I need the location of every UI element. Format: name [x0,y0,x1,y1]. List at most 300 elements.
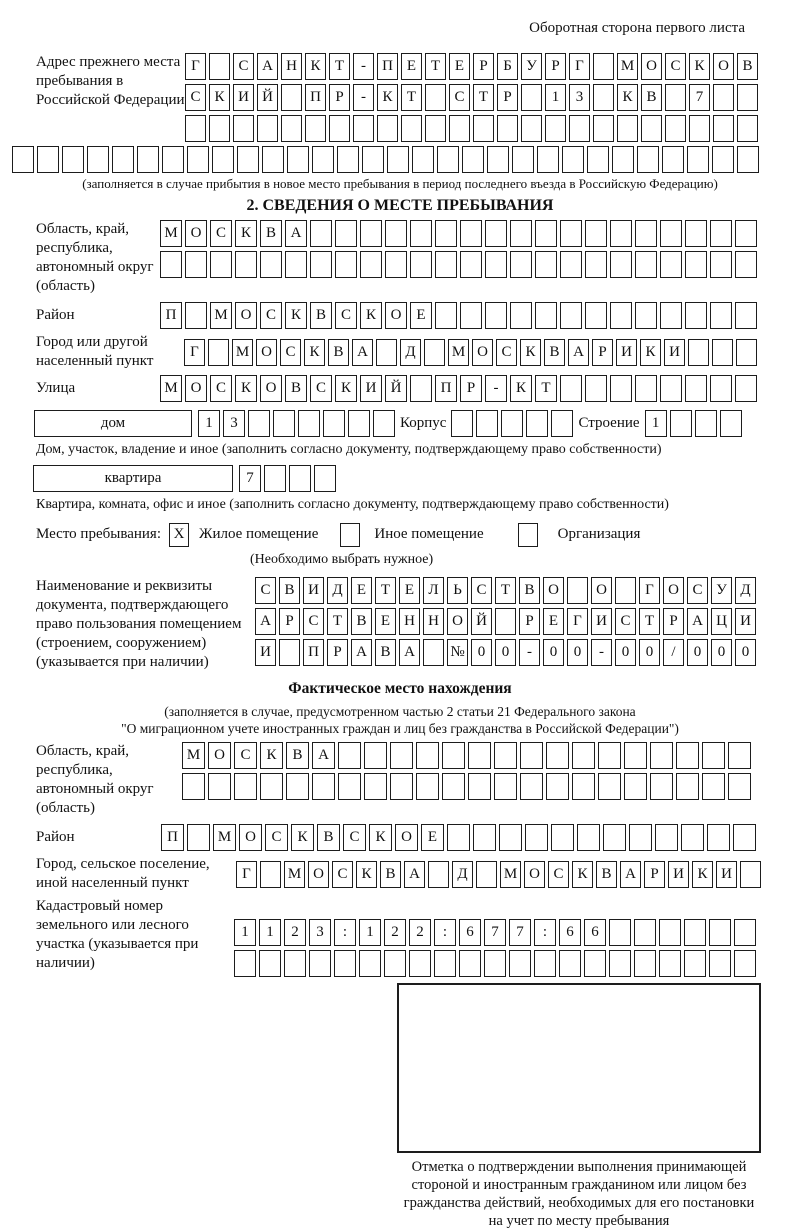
char-cell[interactable]: П [160,302,182,329]
char-cell[interactable]: С [185,84,206,111]
char-cell[interactable]: № [447,639,468,666]
char-cell[interactable]: М [617,53,638,80]
char-cell[interactable]: М [284,861,305,888]
char-cell[interactable]: 1 [198,410,220,437]
char-cell[interactable] [435,302,457,329]
char-cell[interactable]: Р [329,84,350,111]
char-cell[interactable]: Р [327,639,348,666]
char-cell[interactable]: К [640,339,661,366]
char-cell[interactable] [473,824,496,851]
char-cell[interactable]: 7 [484,919,506,946]
char-cell[interactable] [162,146,184,173]
char-cell[interactable] [376,339,397,366]
char-cell[interactable] [451,410,473,437]
char-cell[interactable]: М [160,375,182,402]
char-cell[interactable] [585,375,607,402]
char-cell[interactable]: - [485,375,507,402]
char-cell[interactable] [337,146,359,173]
char-cell[interactable]: Й [257,84,278,111]
char-cell[interactable]: Е [399,577,420,604]
char-cell[interactable]: С [665,53,686,80]
char-cell[interactable] [737,146,759,173]
char-cell[interactable]: К [572,861,593,888]
char-cell[interactable] [603,824,626,851]
char-cell[interactable] [209,53,230,80]
char-cell[interactable]: Р [545,53,566,80]
char-cell[interactable]: О [256,339,277,366]
char-cell[interactable] [387,146,409,173]
char-cell[interactable] [598,773,621,800]
char-cell[interactable] [637,146,659,173]
char-cell[interactable] [534,950,556,977]
char-cell[interactable]: Т [327,608,348,635]
char-cell[interactable]: А [568,339,589,366]
char-cell[interactable] [593,53,614,80]
char-cell[interactable] [509,950,531,977]
char-cell[interactable] [264,465,286,492]
char-cell[interactable] [335,220,357,247]
char-cell[interactable] [390,773,413,800]
char-cell[interactable] [409,950,431,977]
char-cell[interactable]: Т [375,577,396,604]
char-cell[interactable] [684,919,706,946]
char-cell[interactable] [510,302,532,329]
char-cell[interactable] [521,84,542,111]
char-cell[interactable] [499,824,522,851]
char-cell[interactable] [410,375,432,402]
char-cell[interactable] [610,375,632,402]
char-cell[interactable]: 6 [584,919,606,946]
char-cell[interactable] [281,84,302,111]
char-cell[interactable] [737,115,758,142]
char-cell[interactable] [257,115,278,142]
char-cell[interactable]: М [210,302,232,329]
char-cell[interactable]: Р [644,861,665,888]
char-cell[interactable]: 1 [359,919,381,946]
char-cell[interactable] [62,146,84,173]
char-cell[interactable]: Р [519,608,540,635]
char-cell[interactable]: И [255,639,276,666]
char-cell[interactable] [112,146,134,173]
char-cell[interactable]: С [471,577,492,604]
char-cell[interactable]: М [213,824,236,851]
char-cell[interactable]: С [615,608,636,635]
char-cell[interactable]: Т [329,53,350,80]
char-cell[interactable] [665,115,686,142]
char-cell[interactable]: Н [423,608,444,635]
char-cell[interactable]: Е [449,53,470,80]
char-cell[interactable]: О [472,339,493,366]
char-cell[interactable] [685,251,707,278]
char-cell[interactable] [521,115,542,142]
char-cell[interactable]: Ц [711,608,732,635]
char-cell[interactable] [560,375,582,402]
char-cell[interactable] [476,410,498,437]
char-cell[interactable] [688,339,709,366]
char-cell[interactable]: Г [184,339,205,366]
char-cell[interactable]: Т [535,375,557,402]
char-cell[interactable]: Р [279,608,300,635]
char-cell[interactable]: Е [410,302,432,329]
char-cell[interactable] [535,220,557,247]
char-cell[interactable] [485,220,507,247]
char-cell[interactable] [447,824,470,851]
char-cell[interactable]: О [208,742,231,769]
char-cell[interactable] [281,115,302,142]
char-cell[interactable] [629,824,652,851]
char-cell[interactable]: Й [385,375,407,402]
char-cell[interactable]: 2 [284,919,306,946]
char-cell[interactable] [712,146,734,173]
char-cell[interactable]: И [591,608,612,635]
char-cell[interactable] [410,220,432,247]
char-cell[interactable] [460,302,482,329]
char-cell[interactable]: О [591,577,612,604]
char-cell[interactable] [485,251,507,278]
char-cell[interactable] [728,742,751,769]
char-cell[interactable] [713,115,734,142]
char-cell[interactable] [494,773,517,800]
char-cell[interactable]: В [544,339,565,366]
char-cell[interactable]: Н [399,608,420,635]
char-cell[interactable] [681,824,704,851]
char-cell[interactable] [435,220,457,247]
char-cell[interactable]: П [305,84,326,111]
char-cell[interactable]: С [260,302,282,329]
char-cell[interactable]: У [521,53,542,80]
char-cell[interactable] [359,950,381,977]
char-cell[interactable] [537,146,559,173]
char-cell[interactable]: Д [400,339,421,366]
char-cell[interactable]: К [360,302,382,329]
char-cell[interactable]: К [369,824,392,851]
char-cell[interactable]: И [668,861,689,888]
char-cell[interactable]: Е [375,608,396,635]
char-cell[interactable]: А [399,639,420,666]
char-cell[interactable] [233,115,254,142]
char-cell[interactable]: В [317,824,340,851]
char-cell[interactable]: В [310,302,332,329]
char-cell[interactable] [137,146,159,173]
char-cell[interactable]: Г [236,861,257,888]
char-cell[interactable] [702,773,725,800]
char-cell[interactable]: О [385,302,407,329]
char-cell[interactable] [425,115,446,142]
char-cell[interactable]: С [234,742,257,769]
char-cell[interactable] [442,742,465,769]
char-cell[interactable] [665,84,686,111]
char-cell[interactable]: Г [639,577,660,604]
char-cell[interactable] [660,220,682,247]
char-cell[interactable]: Б [497,53,518,80]
char-cell[interactable] [535,251,557,278]
char-cell[interactable]: О [260,375,282,402]
char-cell[interactable] [495,608,516,635]
char-cell[interactable]: А [620,861,641,888]
char-cell[interactable] [737,84,758,111]
char-cell[interactable]: О [543,577,564,604]
char-cell[interactable] [237,146,259,173]
char-cell[interactable] [208,773,231,800]
char-cell[interactable] [676,773,699,800]
char-cell[interactable] [624,742,647,769]
char-cell[interactable]: К [209,84,230,111]
char-cell[interactable]: Р [663,608,684,635]
char-cell[interactable]: А [285,220,307,247]
char-cell[interactable] [208,339,229,366]
char-cell[interactable] [635,220,657,247]
char-cell[interactable] [734,950,756,977]
char-cell[interactable] [736,339,757,366]
char-cell[interactable] [659,919,681,946]
char-cell[interactable]: К [692,861,713,888]
char-cell[interactable] [185,302,207,329]
char-cell[interactable] [435,251,457,278]
char-cell[interactable] [709,919,731,946]
char-cell[interactable]: 0 [639,639,660,666]
char-cell[interactable]: О [663,577,684,604]
char-cell[interactable]: Т [639,608,660,635]
char-cell[interactable] [676,742,699,769]
char-cell[interactable] [360,251,382,278]
char-cell[interactable] [695,410,717,437]
char-cell[interactable]: - [353,53,374,80]
char-cell[interactable] [512,146,534,173]
char-cell[interactable]: А [255,608,276,635]
char-cell[interactable] [462,146,484,173]
char-cell[interactable] [689,115,710,142]
char-cell[interactable] [312,773,335,800]
char-cell[interactable] [305,115,326,142]
char-cell[interactable]: Д [452,861,473,888]
char-cell[interactable]: У [711,577,732,604]
char-cell[interactable]: К [510,375,532,402]
char-cell[interactable]: И [360,375,382,402]
char-cell[interactable] [585,220,607,247]
char-cell[interactable] [348,410,370,437]
char-cell[interactable] [560,251,582,278]
char-cell[interactable]: С [687,577,708,604]
char-cell[interactable] [260,773,283,800]
char-cell[interactable]: О [308,861,329,888]
char-cell[interactable]: / [663,639,684,666]
char-cell[interactable] [279,639,300,666]
char-cell[interactable] [650,773,673,800]
char-cell[interactable] [286,773,309,800]
char-cell[interactable]: 0 [471,639,492,666]
char-cell[interactable]: П [435,375,457,402]
char-cell[interactable] [377,115,398,142]
char-cell[interactable] [287,146,309,173]
char-cell[interactable]: Е [401,53,422,80]
char-cell[interactable]: - [519,639,540,666]
char-cell[interactable]: М [448,339,469,366]
char-cell[interactable] [593,115,614,142]
char-cell[interactable] [735,375,757,402]
char-cell[interactable] [546,742,569,769]
char-cell[interactable]: Р [592,339,613,366]
char-cell[interactable]: О [185,220,207,247]
char-cell[interactable]: Г [567,608,588,635]
char-cell[interactable] [710,375,732,402]
char-cell[interactable] [494,742,517,769]
char-cell[interactable] [584,950,606,977]
char-cell[interactable] [709,950,731,977]
char-cell[interactable] [587,146,609,173]
char-cell[interactable] [635,302,657,329]
char-cell[interactable]: С [210,220,232,247]
char-cell[interactable] [468,742,491,769]
char-cell[interactable] [520,773,543,800]
char-cell[interactable]: С [449,84,470,111]
char-cell[interactable]: 3 [309,919,331,946]
char-cell[interactable] [612,146,634,173]
char-cell[interactable] [562,146,584,173]
char-cell[interactable] [484,950,506,977]
char-cell[interactable] [684,950,706,977]
char-cell[interactable]: О [235,302,257,329]
char-cell[interactable] [160,251,182,278]
char-cell[interactable] [510,220,532,247]
char-cell[interactable] [289,465,311,492]
char-cell[interactable] [733,824,756,851]
char-cell[interactable] [310,220,332,247]
checkbox-inoe[interactable] [340,523,360,547]
char-cell[interactable]: Т [401,84,422,111]
char-cell[interactable] [437,146,459,173]
char-cell[interactable]: 0 [543,639,564,666]
char-cell[interactable] [702,742,725,769]
char-cell[interactable] [687,146,709,173]
char-cell[interactable] [609,950,631,977]
char-cell[interactable] [707,824,730,851]
char-cell[interactable] [284,950,306,977]
char-cell[interactable] [185,115,206,142]
char-cell[interactable]: П [161,824,184,851]
char-cell[interactable]: : [334,919,356,946]
char-cell[interactable]: Р [497,84,518,111]
char-cell[interactable]: В [285,375,307,402]
char-cell[interactable] [209,115,230,142]
char-cell[interactable]: М [500,861,521,888]
char-cell[interactable] [212,146,234,173]
char-cell[interactable] [585,251,607,278]
char-cell[interactable] [401,115,422,142]
char-cell[interactable] [710,220,732,247]
char-cell[interactable] [248,410,270,437]
char-cell[interactable]: А [312,742,335,769]
char-cell[interactable]: К [235,220,257,247]
char-cell[interactable] [310,251,332,278]
char-cell[interactable] [572,742,595,769]
char-cell[interactable]: Т [495,577,516,604]
char-cell[interactable] [362,146,384,173]
char-cell[interactable]: 7 [239,465,261,492]
char-cell[interactable] [635,375,657,402]
char-cell[interactable]: Е [351,577,372,604]
char-cell[interactable]: В [380,861,401,888]
char-cell[interactable]: 1 [545,84,566,111]
char-cell[interactable]: Ь [447,577,468,604]
char-cell[interactable] [338,773,361,800]
char-cell[interactable] [670,410,692,437]
char-cell[interactable] [546,773,569,800]
char-cell[interactable] [510,251,532,278]
char-cell[interactable] [634,919,656,946]
char-cell[interactable]: - [591,639,612,666]
char-cell[interactable]: В [641,84,662,111]
char-cell[interactable] [323,410,345,437]
char-cell[interactable]: К [356,861,377,888]
char-cell[interactable]: К [689,53,710,80]
char-cell[interactable] [559,950,581,977]
char-cell[interactable]: С [496,339,517,366]
char-cell[interactable] [660,375,682,402]
char-cell[interactable]: К [260,742,283,769]
char-cell[interactable] [685,302,707,329]
char-cell[interactable]: А [404,861,425,888]
char-cell[interactable] [273,410,295,437]
char-cell[interactable]: О [713,53,734,80]
char-cell[interactable] [182,773,205,800]
char-cell[interactable] [285,251,307,278]
char-cell[interactable]: Д [327,577,348,604]
char-cell[interactable] [416,742,439,769]
char-cell[interactable] [335,251,357,278]
char-cell[interactable] [385,251,407,278]
char-cell[interactable] [641,115,662,142]
char-cell[interactable] [501,410,523,437]
char-cell[interactable] [410,251,432,278]
char-cell[interactable]: В [375,639,396,666]
char-cell[interactable]: Е [421,824,444,851]
char-cell[interactable] [572,773,595,800]
char-cell[interactable] [424,339,445,366]
char-cell[interactable] [476,861,497,888]
char-cell[interactable] [520,742,543,769]
char-cell[interactable]: Т [425,53,446,80]
char-cell[interactable] [460,251,482,278]
char-cell[interactable] [210,251,232,278]
char-cell[interactable] [260,861,281,888]
char-cell[interactable]: О [641,53,662,80]
char-cell[interactable] [416,773,439,800]
char-cell[interactable] [485,302,507,329]
char-cell[interactable]: К [305,53,326,80]
char-cell[interactable]: К [377,84,398,111]
char-cell[interactable]: Е [543,608,564,635]
char-cell[interactable]: С [280,339,301,366]
char-cell[interactable]: 0 [711,639,732,666]
char-cell[interactable] [735,220,757,247]
char-cell[interactable]: 7 [689,84,710,111]
char-cell[interactable]: В [260,220,282,247]
char-cell[interactable]: С [343,824,366,851]
char-cell[interactable] [634,950,656,977]
char-cell[interactable] [660,302,682,329]
char-cell[interactable] [650,742,673,769]
char-cell[interactable]: С [303,608,324,635]
char-cell[interactable] [187,146,209,173]
char-cell[interactable]: Т [473,84,494,111]
checkbox-org[interactable] [518,523,538,547]
char-cell[interactable]: И [735,608,756,635]
char-cell[interactable] [259,950,281,977]
char-cell[interactable] [710,302,732,329]
char-cell[interactable] [373,410,395,437]
char-cell[interactable]: А [257,53,278,80]
char-cell[interactable] [234,950,256,977]
